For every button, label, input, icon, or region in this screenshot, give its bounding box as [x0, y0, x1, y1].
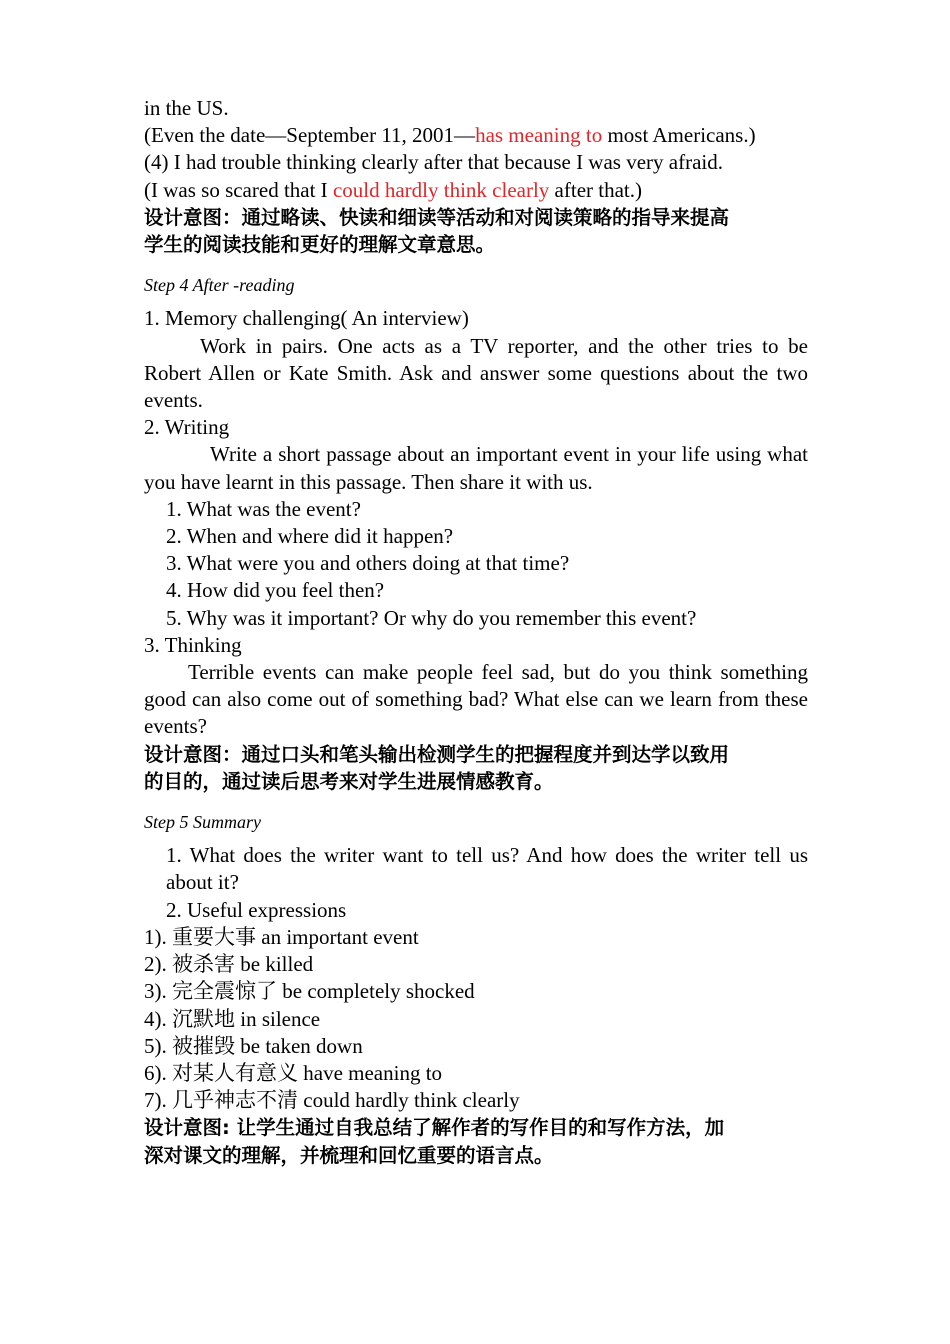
- expression-item: 7). 几乎神志不清 could hardly think clearly: [144, 1088, 520, 1113]
- writing-question: 3. What were you and others doing at that time?: [166, 551, 570, 576]
- expression-item: 2). 被杀害 be killed: [144, 952, 314, 977]
- expression-item: 6). 对某人有意义 have meaning to: [144, 1060, 443, 1085]
- writing-question: 1. What was the event?: [166, 496, 361, 521]
- intro-line-2-post: most Americans.): [602, 123, 756, 148]
- intro-line-4: [144, 177, 808, 204]
- document-body: [144, 95, 808, 1169]
- step-5-item-1: [144, 842, 808, 896]
- writing-question: 5. Why was it important? Or why do you remember this event?: [166, 605, 697, 630]
- expression-item: 1). 重要大事 an important event: [144, 924, 419, 949]
- step-4-item-2-body: Write a short passage about an important event in your life using what you have learnt in this passage. Then share it with us.: [144, 442, 808, 494]
- step-4-item-2-title: 2. Writing: [144, 415, 230, 440]
- step-5-item-1-text: 1. What does the writer want to tell us? And how does the writer tell us about it?: [166, 843, 808, 895]
- step-5-item-2: 2. Useful expressions: [166, 897, 347, 922]
- step-4-item-1-title: 1. Memory challenging( An interview): [144, 306, 469, 331]
- design-intent-2-line-2: 的目的，通过读后思考来对学生进展情感教育。: [144, 769, 554, 793]
- step-4-item-3-body: Terrible events can make people feel sad, but do you think something good can also come out of something bad? What else can we learn from these events?: [144, 660, 808, 739]
- highlight-could-hardly-think-clearly: could hardly think clearly: [332, 177, 550, 202]
- design-intent-2-line-1: 设计意图：通过口头和笔头输出检测学生的把握程度并到达学以致用: [144, 742, 730, 766]
- expression-item: 4). 沉默地 in silence: [144, 1006, 321, 1031]
- intro-line-4-pre: (I was so scared that I: [144, 177, 333, 202]
- expression-item: 3). 完全震惊了 be completely shocked: [144, 979, 475, 1004]
- design-intent-3-line-1: 设计意图: 让学生通过自我总结了解作者的写作目的和写作方法，加: [144, 1116, 725, 1140]
- intro-line-3: (4) I had trouble thinking clearly after that because I was very afraid.: [144, 150, 723, 175]
- intro-line-2: [144, 122, 808, 149]
- intro-line-1: in the US.: [144, 96, 229, 120]
- step-4-item-3-title: 3. Thinking: [144, 632, 242, 657]
- design-intent-1-line-1: 设计意图：通过略读、快读和细读等活动和对阅读策略的指导来提高: [144, 205, 730, 229]
- writing-question: 4. How did you feel then?: [166, 578, 385, 603]
- highlight-has-meaning-to: has meaning to: [475, 123, 603, 148]
- intro-line-2-pre: (Even the date—September 11, 2001—: [144, 123, 476, 148]
- step-4-heading: Step 4 After -reading: [144, 275, 295, 296]
- design-intent-1-line-2: 学生的阅读技能和更好的理解文章意思。: [144, 233, 496, 257]
- design-intent-3-line-2: 深对课文的理解，并梳理和回忆重要的语言点。: [144, 1143, 554, 1167]
- intro-line-4-post: after that.): [549, 177, 642, 202]
- step-4-item-1-body: Work in pairs. One acts as a TV reporter, and the other tries to be Robert Allen or Kate Smith. Ask and answer some questions about the two events.: [144, 333, 808, 413]
- step-5-heading: Step 5 Summary: [144, 812, 261, 833]
- expression-item: 5). 被摧毁 be taken down: [144, 1033, 363, 1058]
- writing-question: 2. When and where did it happen?: [166, 524, 454, 549]
